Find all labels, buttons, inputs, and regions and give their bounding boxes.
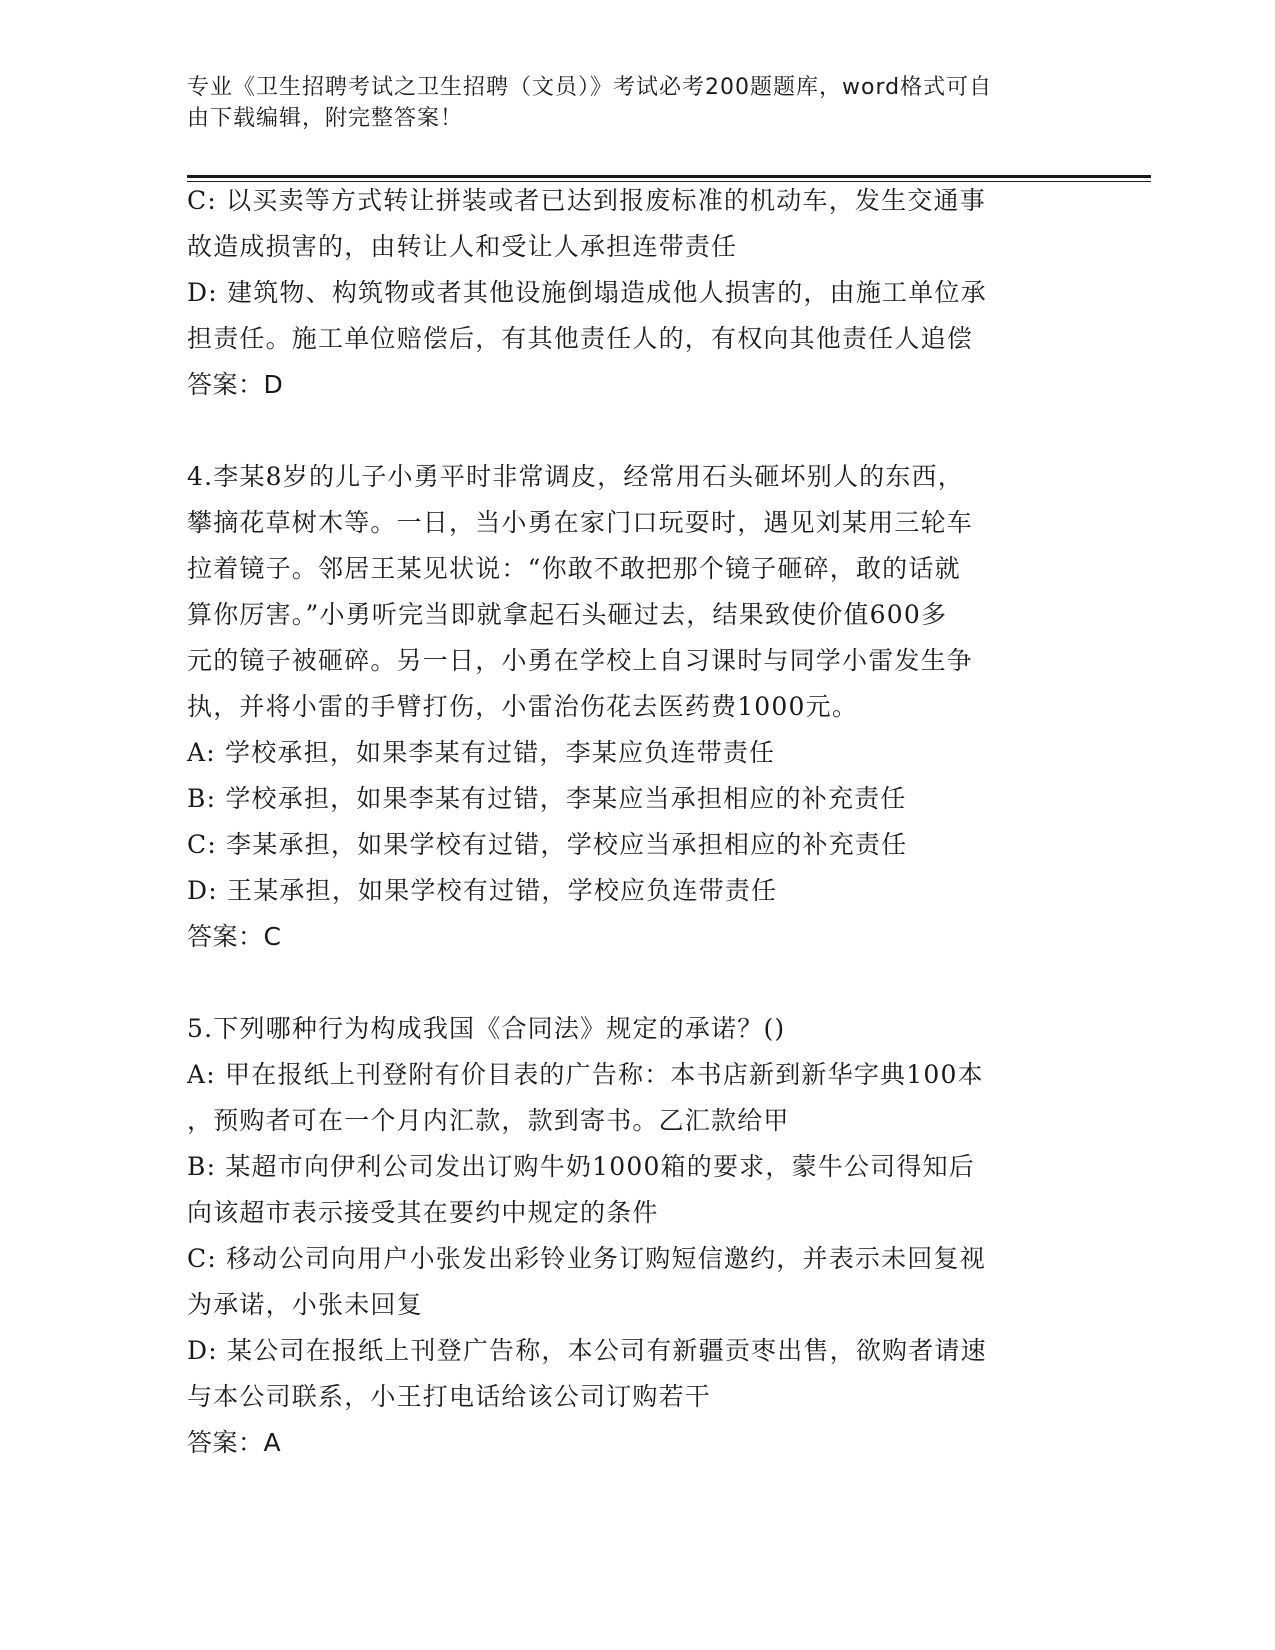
document-header (187, 72, 1067, 134)
q5-option-c-line-1: C: 移动公司向用户小张发出彩铃业务订购短信邀约，并表示未回复视 (187, 1244, 986, 1273)
question-content (187, 178, 1087, 1466)
q4-stem-line-5: 元的镜子被砸碎。另一日，小勇在学校上自习课时与同学小雷发生争 (187, 646, 974, 675)
q5-option-d-line-2: 与本公司联系，小王打电话给该公司订购若干 (187, 1382, 712, 1411)
question-4 (187, 454, 1087, 960)
q5-option-d-line-1: D: 某公司在报纸上刊登广告称，本公司有新疆贡枣出售，欲购者请速 (187, 1336, 987, 1365)
q5-option-a-line-2: ，预购者可在一个月内汇款，款到寄书。乙汇款给甲 (187, 1106, 790, 1135)
question-5 (187, 1006, 1087, 1466)
q4-stem-line-1: 4.李某8岁的儿子小勇平时非常调皮，经常用石头砸坏别人的东西， (187, 462, 964, 491)
header-line-2: 由下载编辑，附完整答案！ (187, 106, 464, 131)
q5-option-b-line-2: 向该超市表示接受其在要约中规定的条件 (187, 1198, 659, 1227)
q3-option-d-line-2: 担责任。施工单位赔偿后，有其他责任人的，有权向其他责任人追偿 (187, 324, 974, 353)
q5-stem: 5.下列哪种行为构成我国《合同法》规定的承诺？() (187, 1014, 786, 1043)
q4-stem-line-6: 执，并将小雷的手臂打伤，小雷治伤花去医药费1000元。 (187, 692, 859, 721)
spacer (187, 408, 1087, 454)
spacer (187, 960, 1087, 1006)
q4-option-c: C: 李某承担，如果学校有过错，学校应当承担相应的补充责任 (187, 830, 908, 859)
q5-answer: 答案：A (187, 1428, 282, 1457)
q4-option-d: D: 王某承担，如果学校有过错，学校应负连带责任 (187, 876, 778, 905)
q4-option-b: B: 学校承担，如果李某有过错，李某应当承担相应的补充责任 (187, 784, 907, 813)
q3-option-c-line-1: C: 以买卖等方式转让拼装或者已达到报废标准的机动车，发生交通事 (187, 186, 986, 215)
q5-option-c-line-2: 为承诺，小张未回复 (187, 1290, 423, 1319)
q4-stem-line-3: 拉着镜子。邻居王某见状说：“你敢不敢把那个镜子砸碎，敢的话就 (187, 554, 961, 583)
q3-answer: 答案：D (187, 370, 284, 399)
q3-option-c-line-2: 故造成损害的，由转让人和受让人承担连带责任 (187, 232, 738, 261)
q4-stem-line-2: 攀摘花草树木等。一日，当小勇在家门口玩耍时，遇见刘某用三轮车 (187, 508, 974, 537)
q4-option-a: A: 学校承担，如果李某有过错，李某应负连带责任 (187, 738, 776, 767)
q5-option-a-line-1: A: 甲在报纸上刊登附有价目表的广告称：本书店新到新华字典100本 (187, 1060, 984, 1089)
q4-stem-line-4: 算你厉害。”小勇听完当即就拿起石头砸过去，结果致使价值600多 (187, 600, 948, 629)
q4-answer: 答案：C (187, 922, 282, 951)
q5-option-b-line-1: B: 某超市向伊利公司发出订购牛奶1000箱的要求，蒙牛公司得知后 (187, 1152, 975, 1181)
q3-option-d-line-1: D: 建筑物、构筑物或者其他设施倒塌造成他人损害的，由施工单位承 (187, 278, 987, 307)
question-3-continuation (187, 178, 1087, 408)
header-line-1: 专业《卫生招聘考试之卫生招聘（文员）》考试必考200题题库，word格式可自 (187, 75, 993, 100)
